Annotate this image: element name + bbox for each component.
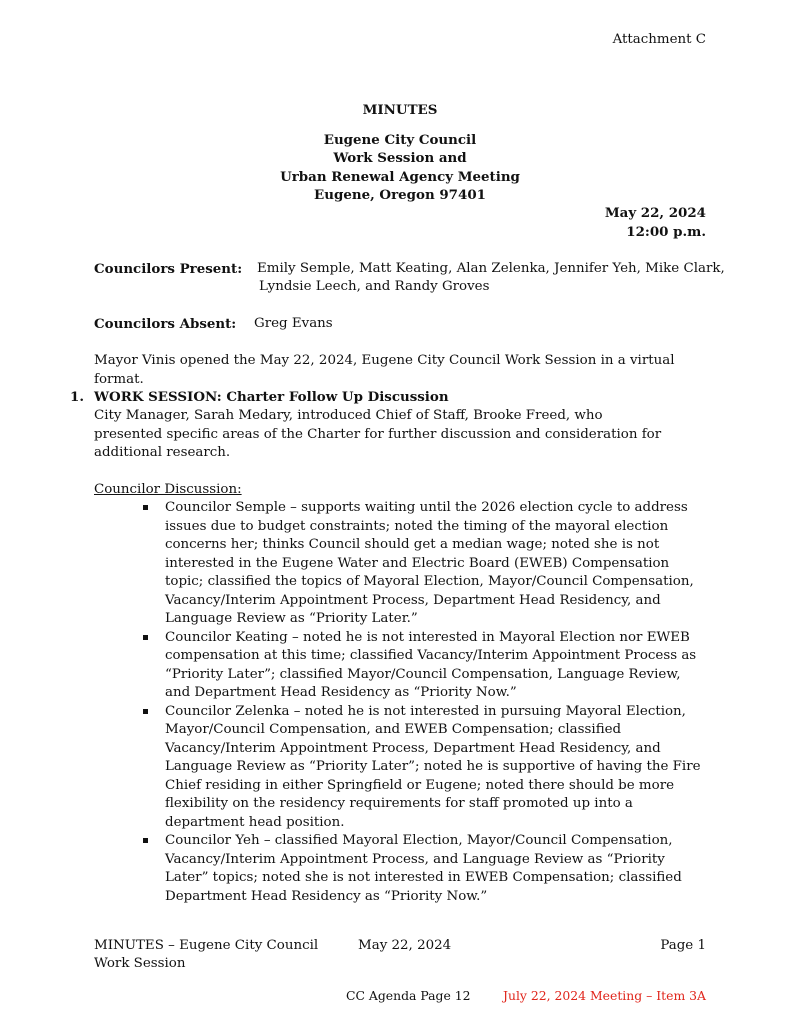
meeting-date: May 22, 2024 [604,205,706,221]
attachment-label: Attachment C [612,32,706,47]
list-item: Councilor Zelenka – noted he is not interested in pursuing Mayoral Election, Mayor/Council Compensation, and EWEB Compensation; classified Vacancy/Interim Appointment Process, Department Head Residency, and Language Review as “Priority Later”; noted he is supportive of having the Fire Chief residing in either Springfield or Eugene; noted there should be more flexibility on the residency requirements for staff promoted up into a department head position. [165,703,705,833]
present-label: Councilors Present: [94,261,243,277]
opening-paragraph: Mayor Vinis opened the May 22, 2024, Eugene City Council Work Session in a virtual format. [94,353,675,387]
absent-names: Greg Evans [254,316,333,331]
footer-subtitle: Work Session [94,956,186,971]
absent-label: Councilors Absent: [94,316,237,332]
list-item: Councilor Yeh – classified Mayoral Election, Mayor/Council Compensation, Vacancy/Interim Appointment Process, and Language Review as “Priority Later” topics; noted she is not interested in EWEB Compensation; classified Department Head Residency as “Priority Now.” [165,832,705,906]
present-names-2: Lyndsie Leech, and Randy Groves [259,279,490,294]
discussion-list [165,499,705,906]
meeting-time: 12:00 p.m. [626,224,706,240]
minutes-heading: MINUTES [362,102,438,118]
list-item: Councilor Keating – noted he is not interested in Mayoral Election nor EWEB compensation at this time; classified Vacancy/Interim Appointment Process as “Priority Later”; classified Mayor/Council Compensation, Language Review, and Department Head Residency as “Priority Now.” [165,629,705,703]
meeting-type: Work Session and [333,150,467,166]
section-intro: City Manager, Sarah Medary, introduced Chief of Staff, Brooke Freed, who presented specific areas of the Charter for further discussion and consideration for additional research. [94,408,662,460]
council-name: Eugene City Council [323,132,477,148]
meeting-location: Eugene, Oregon 97401 [314,187,486,203]
section-title: WORK SESSION: Charter Follow Up Discussion [94,389,449,405]
meeting-reference: July 22, 2024 Meeting – Item 3A [503,988,706,1003]
agenda-page: CC Agenda Page 12 [346,988,471,1003]
footer-date: May 22, 2024 [358,938,452,953]
footer-page-number: Page 1 [660,938,706,953]
section-number: 1. [70,389,84,405]
present-names-1: Emily Semple, Matt Keating, Alan Zelenka, Jennifer Yeh, Mike Clark, [257,261,725,276]
discussion-label: Councilor Discussion: [94,482,242,497]
list-item: Councilor Semple – supports waiting until the 2026 election cycle to address issues due to budget constraints; noted the timing of the mayoral election concerns her; thinks Council should get a median wage; noted she is not interested in the Eugene Water and Electric Board (EWEB) Compensation topic; classified the topics of Mayoral Election, Mayor/Council Compensation, Vacancy/Interim Appointment Process, Department Head Residency, and Language Review as “Priority Later.” [165,499,705,629]
meeting-type-2: Urban Renewal Agency Meeting [280,169,520,185]
footer-title: MINUTES – Eugene City Council [94,938,319,953]
